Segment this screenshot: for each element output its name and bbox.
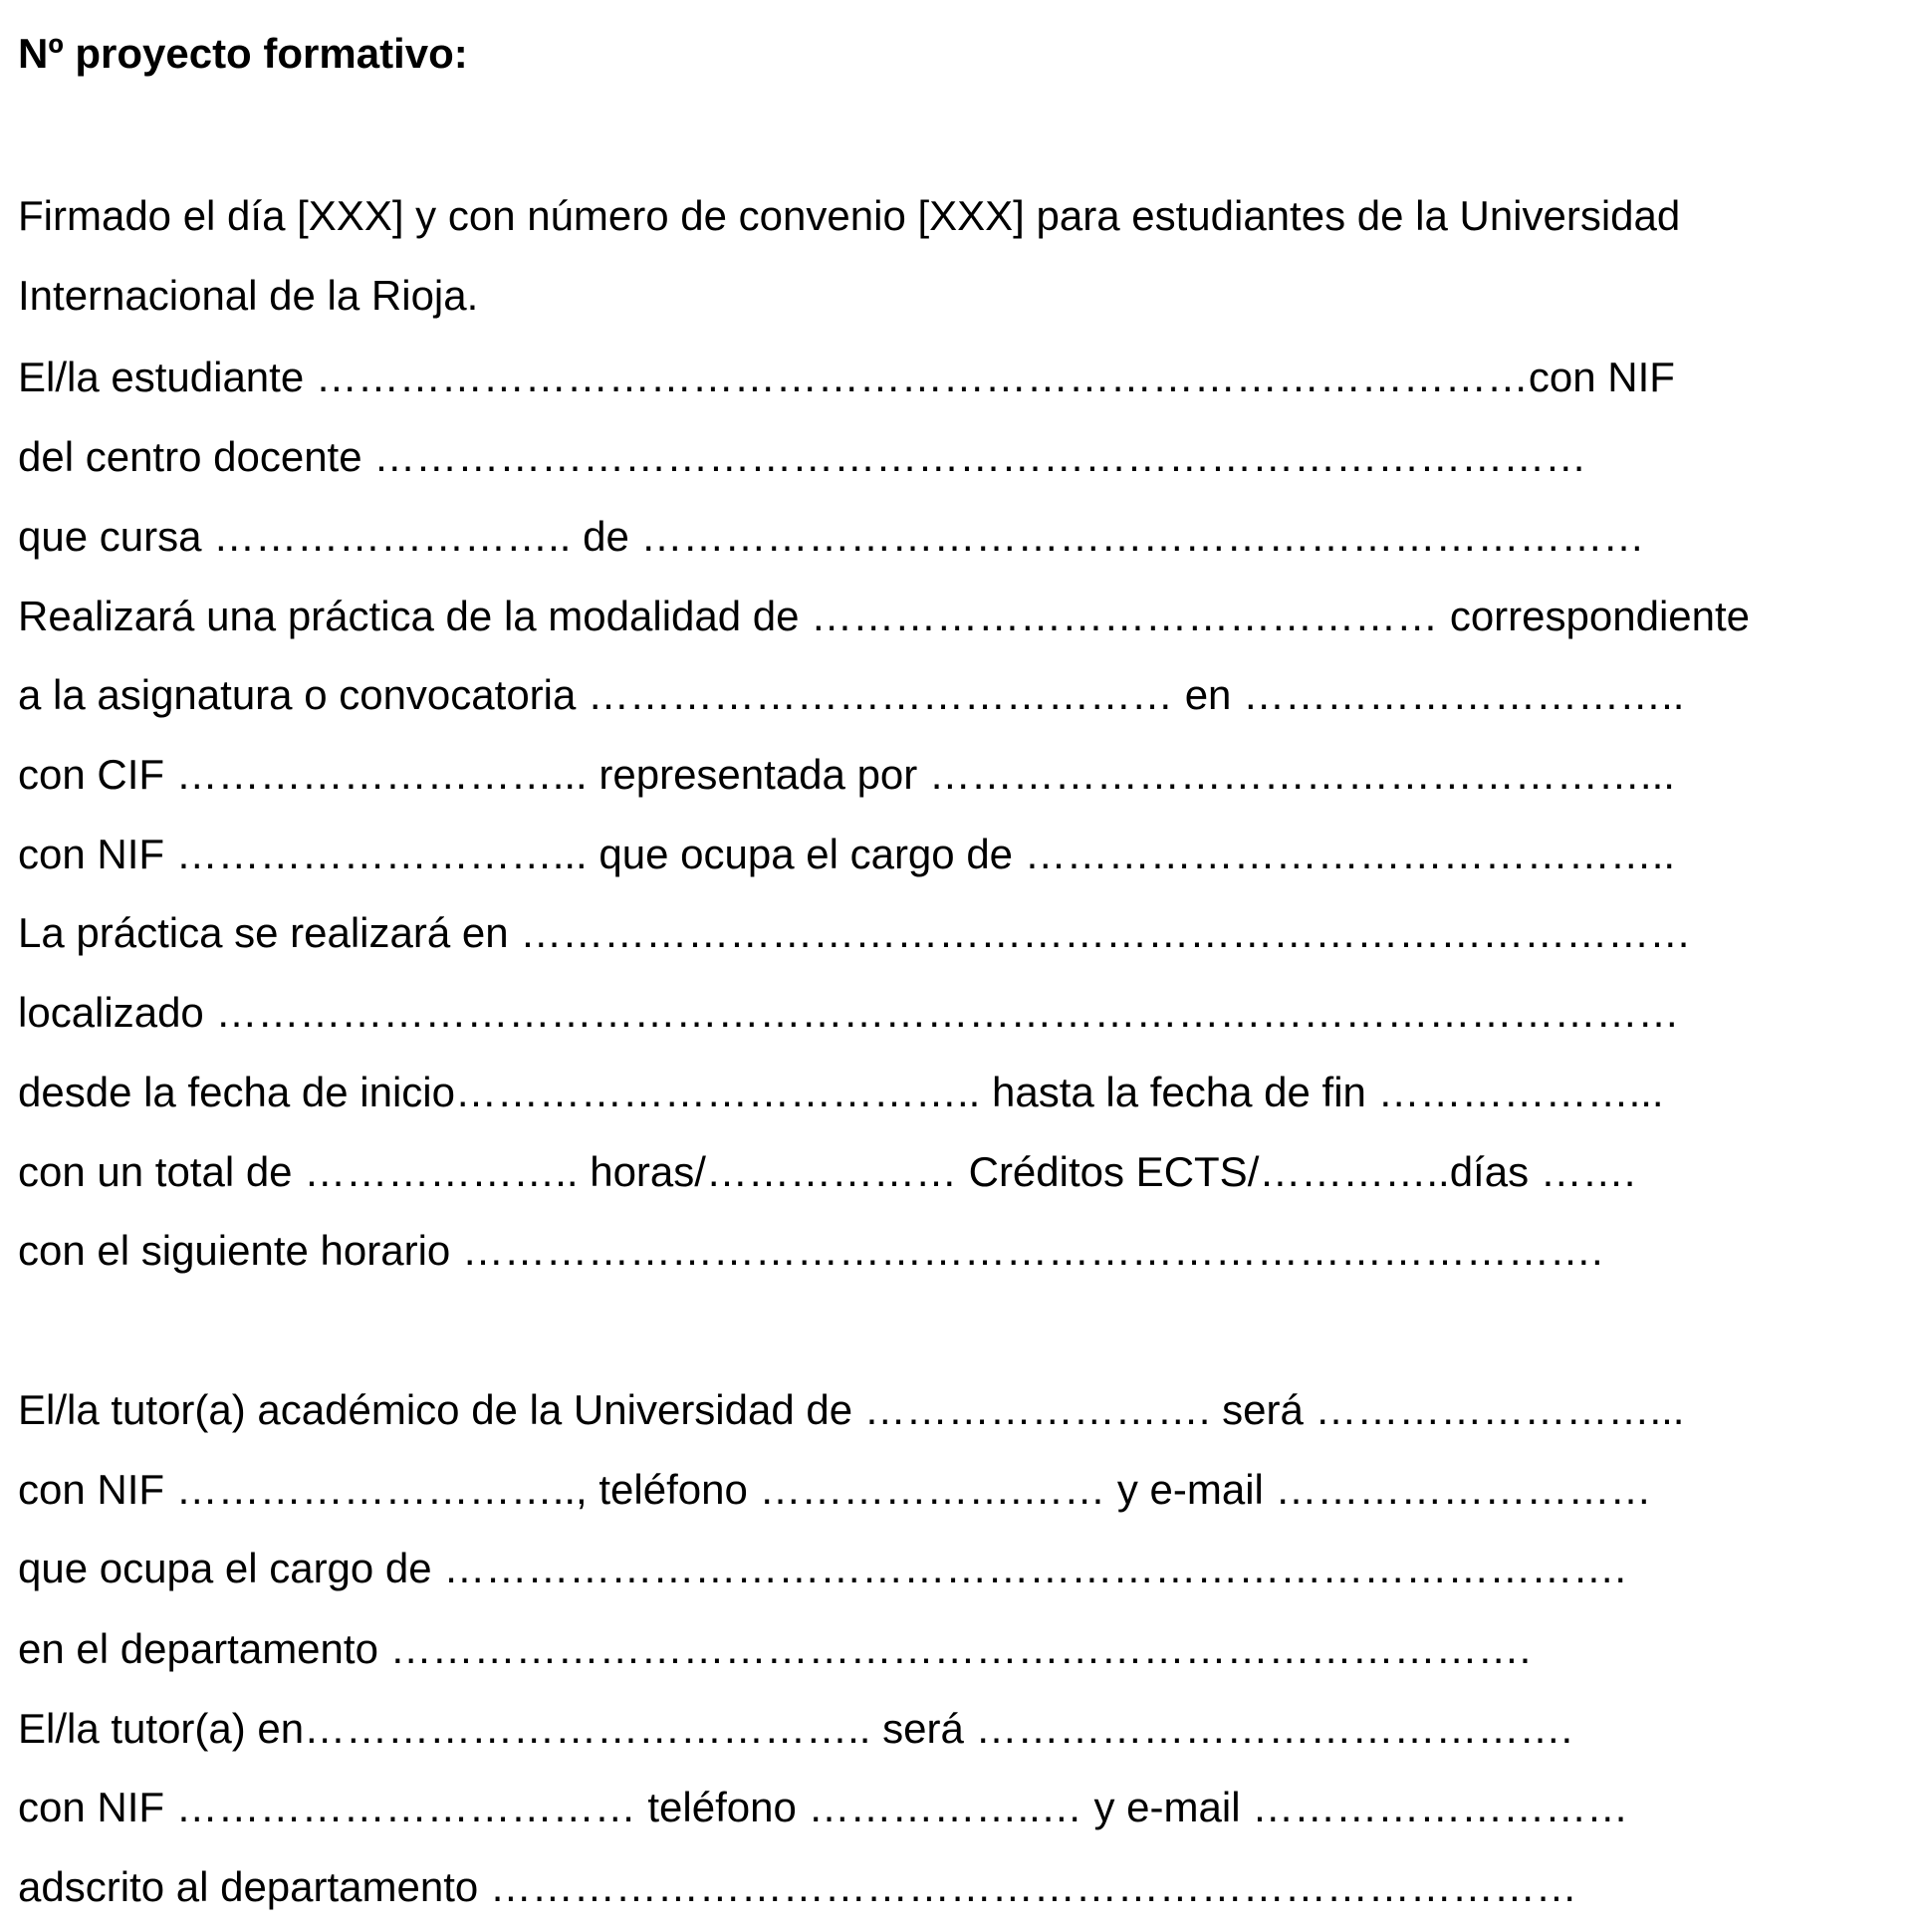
text-line: con NIF ………………………... que ocupa el cargo de ……………………………………….. xyxy=(18,831,1676,877)
text-line: El/la tutor(a) en………………………………….. será ……………………………………. xyxy=(18,1705,1573,1752)
text-line: del centro docente …………………………………………………………………………… xyxy=(18,433,1587,480)
text-line: con NIF ……………………….., teléfono ……………….…… y e-mail ……………………… xyxy=(18,1466,1652,1513)
text-line: con el siguiente horario ………………………………………………………………………. xyxy=(18,1227,1603,1274)
text-line: que ocupa el cargo de …………………………………………………………………………. xyxy=(18,1545,1626,1591)
text-line: desde la fecha de inicio……………………………….. hasta la fecha de fin ………………... xyxy=(18,1069,1664,1115)
text-line: localizado …………………………………………………………………………………………… xyxy=(18,989,1680,1036)
text-line: Firmado el día [XXX] y con número de convenio [XXX] para estudiantes de la Universidad xyxy=(18,192,1681,239)
text-line: que cursa …………………….. de ……………………………………………………………… xyxy=(18,513,1645,560)
text-line: a la asignatura o convocatoria …………………………………… en ………………………….. xyxy=(18,671,1685,718)
text-line: Internacional de la Rioja. xyxy=(18,272,479,319)
text-line: adscrito al departamento …………………………………………………………………… xyxy=(18,1863,1577,1910)
text-line: en el departamento ………………………………………………………………………. xyxy=(18,1625,1532,1672)
text-line: con CIF ………………………... representada por ……………………………………………... xyxy=(18,751,1675,798)
text-line: La práctica se realizará en ………………………………………………………………………… xyxy=(18,909,1692,956)
document-title: Nº proyecto formativo: xyxy=(18,30,468,77)
text-line: con un total de ……………….. horas/……………… Créditos ECTS/…………..días ……. xyxy=(18,1148,1636,1195)
text-line: Realizará una práctica de la modalidad de ……………………………………… correspondiente xyxy=(18,593,1751,639)
text-line: con NIF …………………………… teléfono ……………..… y e-mail ……………………… xyxy=(18,1784,1629,1830)
text-line: El/la tutor(a) académico de la Universidad de ……………………. será ……………………... xyxy=(18,1386,1685,1433)
text-line: El/la estudiante ……………………………………………………………………………con NIF xyxy=(18,354,1675,400)
